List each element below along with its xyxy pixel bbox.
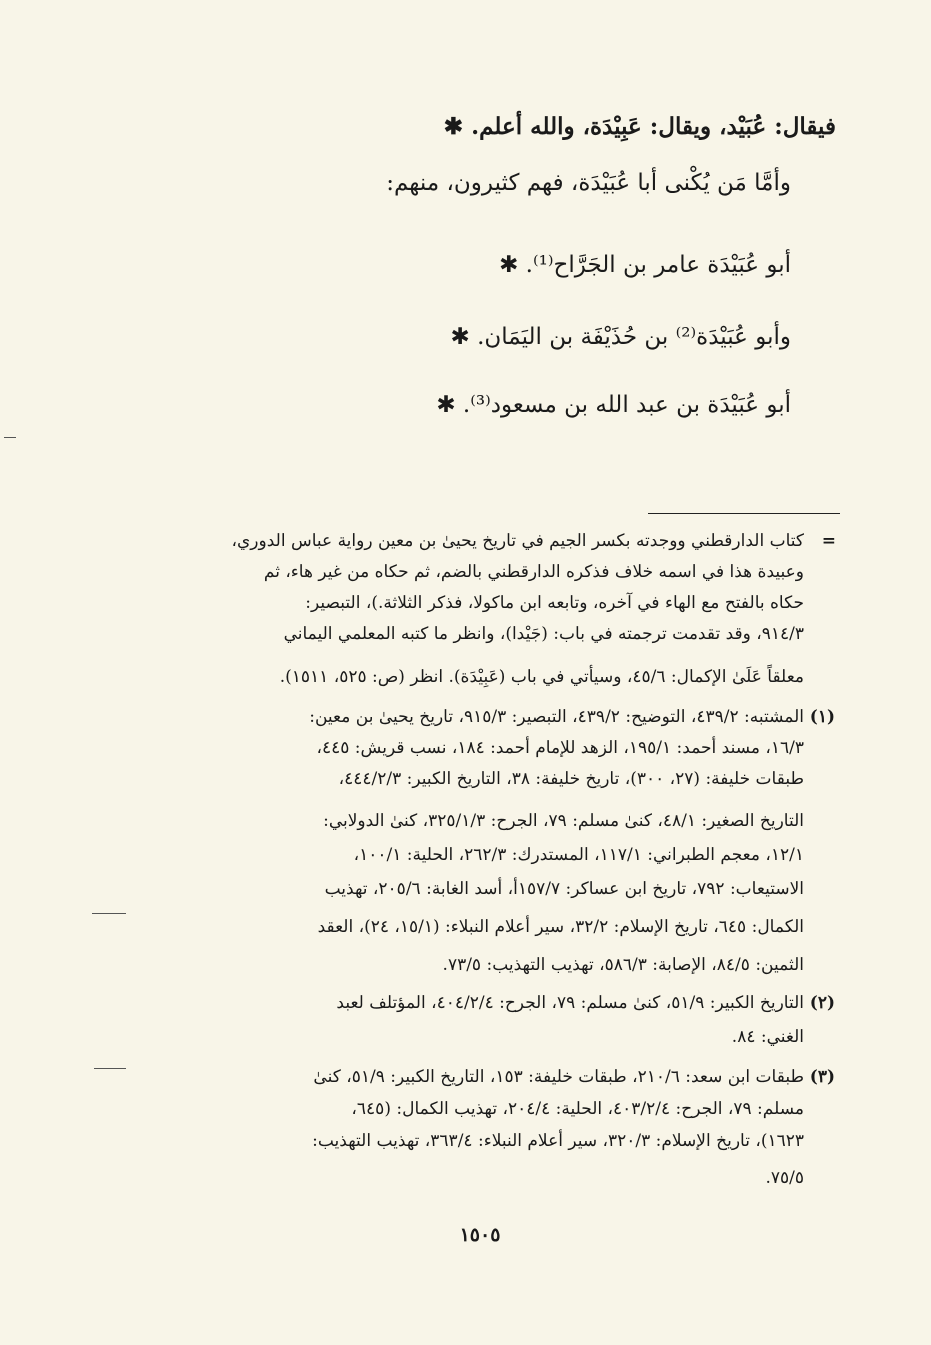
- footnote-separator: [648, 513, 840, 514]
- footnote-line: طبقات ابن سعد: ٢١٠/٦، طبقات خليفة: ١٥٣، التاريخ الكبير: ٥١/٩، كنىٰ: [313, 1067, 804, 1087]
- main-text-line: وأمَّا مَن يُكْنى أبا عُبَيْدَة، فهم كثيرون، منهم:: [386, 170, 791, 196]
- footnote-number: (٣): [809, 1067, 835, 1087]
- main-text-line: وأبو عُبَيْدَة⁽²⁾ بن حُذَيْفَة بن اليَمَان. ✱: [450, 324, 791, 350]
- footnote-line: الثمين: ٨٤/٥، الإصابة: ٥٨٦/٣، تهذيب التهذيب: ٧٣/٥.: [442, 955, 804, 975]
- footnote-line: طبقات خليفة: (٢٧، ٣٠٠)، تاريخ خليفة: ٣٨، التاريخ الكبير: ٤٤٤/٢/٣،: [338, 769, 804, 789]
- footnote-line: مسلم: ٧٩، الجرح: ٤٠٣/٢/٤، الحلية: ٢٠٤/٤، تهذيب الكمال: (٦٤٥،: [351, 1099, 804, 1119]
- footnote-line: وعبيدة هذا في اسمه خلاف فذكره الدارقطني بالضم، ثم حكاه من غير هاء، ثم: [263, 562, 804, 582]
- main-text-line: فيقال: عُبَيْد، ويقال: عَبِيْدَة، والله أعلم. ✱: [443, 113, 836, 140]
- footnote-number: (١): [809, 707, 835, 727]
- footnote-line: كتاب الدارقطني ووجدته بكسر الجيم في تاريخ يحيىٰ بن معين رواية عباس الدوري،: [231, 531, 804, 551]
- footnote-line: ٩١٤/٣، وقد تقدمت ترجمته في باب: (جَيْدا)، وانظر ما كتبه المعلمي اليماني: [283, 624, 804, 644]
- footnote-line: الاستيعاب: ٧٩٢، تاريخ ابن عساكر: ١٥٧/٧أ، أسد الغابة: ٢٠٥/٦، تهذيب: [324, 879, 804, 899]
- footnote-line: ١٢/١، معجم الطبراني: ١١٧/١، المستدرك: ٢٦٢/٣، الحلية: ١٠٠/١،: [353, 845, 804, 865]
- footnote-line: التاريخ الصغير: ٤٨/١، كنىٰ مسلم: ٧٩، الجرح: ٣٢٥/١/٣، كنىٰ الدولابي:: [323, 811, 804, 831]
- margin-mark: [92, 913, 126, 914]
- footnote-line: التاريخ الكبير: ٥١/٩، كنىٰ مسلم: ٧٩، الجرح: ٤٠٤/٢/٤، المؤتلف لعبد: [336, 993, 804, 1013]
- footnote-line: المشتبه: ٤٣٩/٢، التوضيح: ٤٣٩/٢، التبصير: ٩١٥/٣، تاريخ يحيىٰ بن معين:: [309, 707, 804, 727]
- footnote-continuation-marker: =: [821, 531, 836, 551]
- footnote-line: الكمال: ٦٤٥، تاريخ الإسلام: ٣٢/٢، سير أعلام النبلاء: (١٥/١، ٢٤)، العقد: [317, 917, 804, 937]
- page-number: ١٥٠٥: [459, 1224, 501, 1246]
- footnote-number: (٢): [809, 993, 835, 1013]
- footnote-line: معلقاً عَلَىٰ الإكمال: ٤٥/٦، وسيأتي في باب (عَبِيْدَة). انظر (ص: ٥٢٥، ١٥١١).: [279, 667, 804, 687]
- margin-mark: [4, 437, 16, 438]
- footnote-line: ١٦٢٣)، تاريخ الإسلام: ٣٢٠/٣، سير أعلام النبلاء: ٣٦٣/٤، تهذيب التهذيب:: [312, 1131, 804, 1151]
- footnote-line: ٧٥/٥.: [765, 1168, 804, 1188]
- main-text-line: أبو عُبَيْدَة بن عبد الله بن مسعود⁽³⁾. ✱: [436, 392, 791, 418]
- footnote-line: حكاه بالفتح مع الهاء في آخره، وتابعه ابن ماكولا، فذكر الثلاثة.)، التبصير:: [305, 593, 804, 613]
- footnote-line: الغني: ٨٤.: [731, 1027, 804, 1047]
- main-text-line: أبو عُبَيْدَة عامر بن الجَرَّاح⁽¹⁾. ✱: [499, 252, 791, 278]
- margin-mark: [94, 1068, 126, 1069]
- footnote-line: ١٦/٣، مسند أحمد: ١٩٥/١، الزهد للإمام أحمد: ١٨٤، نسب قريش: ٤٤٥،: [316, 738, 804, 758]
